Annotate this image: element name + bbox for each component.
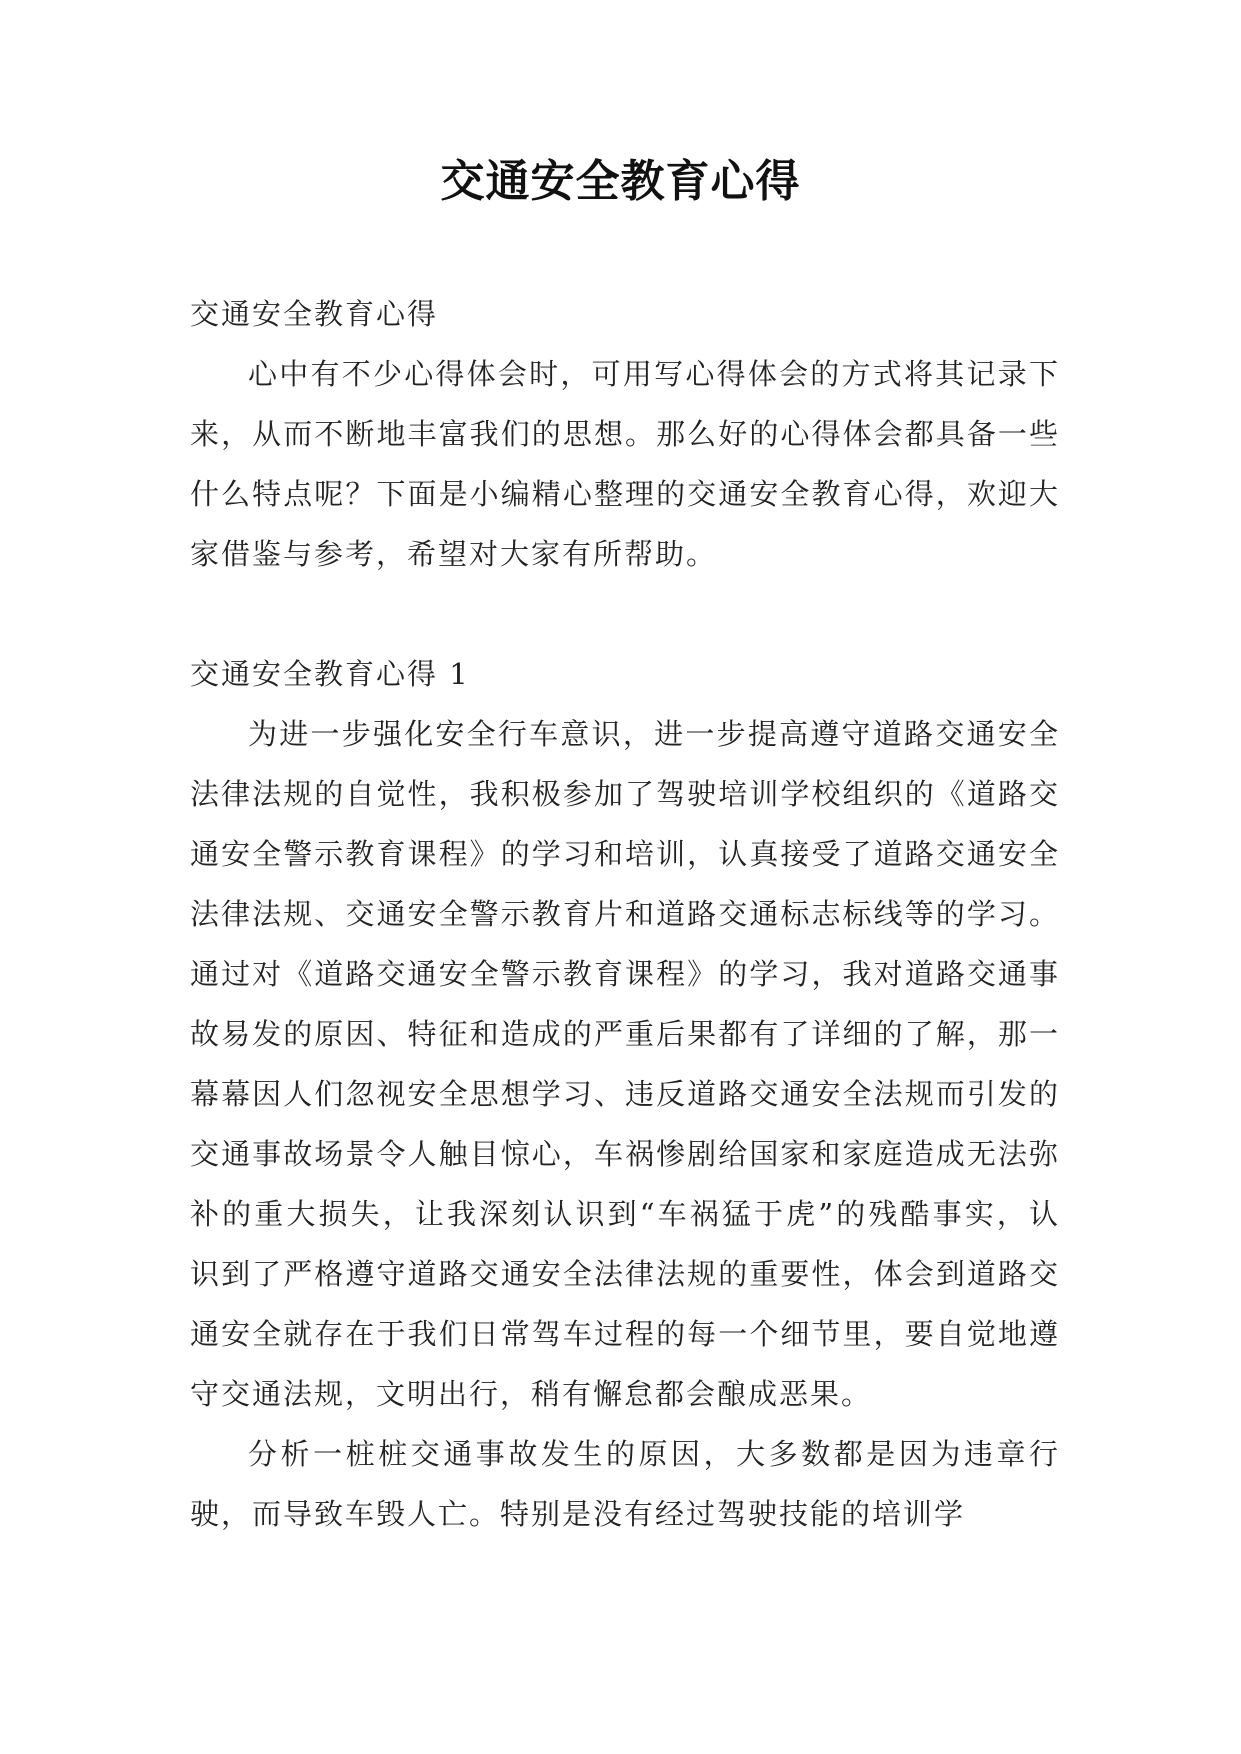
- document-title: 交通安全教育心得: [440, 156, 801, 207]
- section-heading: 交通安全教育心得 1: [190, 657, 470, 691]
- body-paragraph: 为进一步强化安全行车意识，进一步提高遵守道路交通安全法律法规的自觉性，我积极参加了驾驶培训学校组织的《道路交通安全警示教育课程》的学习和培训，认真接受了道路交通安全法律法规、交通安全警示教育片和道路交通标志标线等的学习。通过对《道路交通安全警示教育课程》的学习，我对道路交通事故易发的原因、特征和造成的严重后果都有了详细的了解，那一幕幕因人们忽视安全思想学习、违反道路交通安全法规而引发的交通事故场景令人触目惊心，车祸惨剧给国家和家庭造成无法弥补的重大损失，让我深刻认识到“车祸猛于虎”的残酷事实，认识到了严格遵守道路交通安全法律法规的重要性，体会到道路交通安全就存在于我们日常驾车过程的每一个细节里，要自觉地遵守交通法规，文明出行，稍有懈怠都会酿成恶果。: [190, 717, 1060, 1411]
- document-subtitle: 交通安全教育心得: [190, 297, 439, 331]
- paragraph-spacer: [190, 584, 1060, 644]
- intro-paragraph: 心中有不少心得体会时，可用写心得体会的方式将其记录下来，从而不断地丰富我们的思想。那么好的心得体会都具备一些什么特点呢？下面是小编精心整理的交通安全教育心得，欢迎大家借鉴与参考，希望对大家有所帮助。: [190, 357, 1060, 571]
- body-paragraph: 分析一桩桩交通事故发生的原因，大多数都是因为违章行驶，而导致车毁人亡。特别是没有经过驾驶技能的培训学: [190, 1437, 1060, 1531]
- document-body: [190, 284, 1060, 1544]
